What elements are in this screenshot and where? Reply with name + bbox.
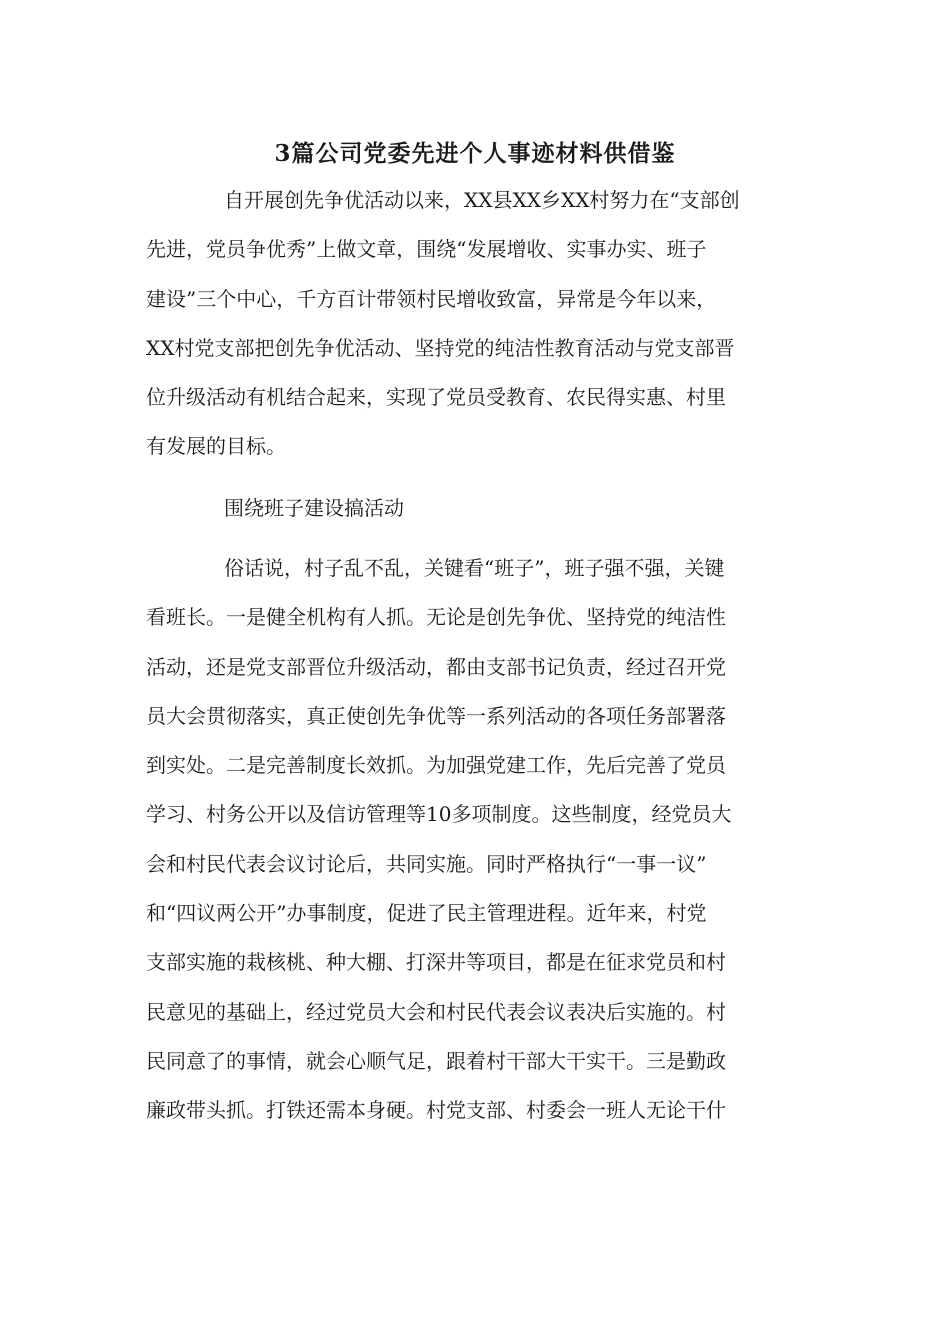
- paragraph-line: 看班长。一是健全机构有人抓。无论是创先争优、坚持党的纯洁性: [146, 605, 726, 630]
- paragraph-line: 支部实施的栽核桃、种大棚、打深井等项目，都是在征求党员和村: [146, 950, 726, 975]
- paragraph-line: 位升级活动有机结合起来，实现了党员受教育、农民得实惠、村里: [146, 385, 726, 410]
- section-heading-text: 围绕班子建设搞活动: [224, 496, 404, 520]
- paragraph-line: 自开展创先争优活动以来，XX县XX乡XX村努力在“支部创: [224, 188, 740, 212]
- paragraph-line: 和“四议两公开”办事制度，促进了民主管理进程。近年来，村党: [146, 901, 707, 926]
- paragraph-line: 会和村民代表会议讨论后，共同实施。同时严格执行“一事一议”: [146, 851, 707, 876]
- section-heading: [146, 484, 806, 533]
- paragraph-line: 到实处。二是完善制度长效抓。为加强党建工作，先后完善了党员: [146, 753, 726, 778]
- paragraph-line: 民同意了的事情，就会心顺气足，跟着村干部大干实干。三是勤政: [146, 1048, 726, 1073]
- paragraph-team-building: [146, 544, 806, 1136]
- paragraph-line: 建设”三个中心，千方百计带领村民增收致富，异常是今年以来，: [146, 286, 717, 311]
- paragraph-line: 员大会贯彻落实，真正使创先争优等一系列活动的各项任务部署落: [146, 703, 726, 728]
- paragraph-line: XX村党支部把创先争优活动、坚持党的纯洁性教育活动与党支部晋: [146, 335, 735, 360]
- paragraph-line: 民意见的基础上，经过党员大会和村民代表会议表决后实施的。村: [146, 999, 726, 1024]
- document-title: 3篇公司党委先进个人事迹材料供借鉴: [274, 140, 676, 167]
- paragraph-line: 学习、村务公开以及信访管理等10多项制度。这些制度，经党员大: [146, 802, 732, 827]
- paragraph-line: 先进，党员争优秀”上做文章，围绕“发展增收、实事办实、班子: [146, 237, 707, 262]
- paragraph-line: 俗话说，村子乱不乱，关键看“班子”，班子强不强，关键: [224, 556, 725, 580]
- paragraph-intro: [146, 176, 806, 472]
- paragraph-line: 有发展的目标。: [146, 434, 286, 459]
- paragraph-line: 廉政带头抓。打铁还需本身硬。村党支部、村委会一班人无论干什: [146, 1098, 726, 1123]
- paragraph-line: 活动，还是党支部晋位升级活动，都由支部书记负责，经过召开党: [146, 654, 726, 679]
